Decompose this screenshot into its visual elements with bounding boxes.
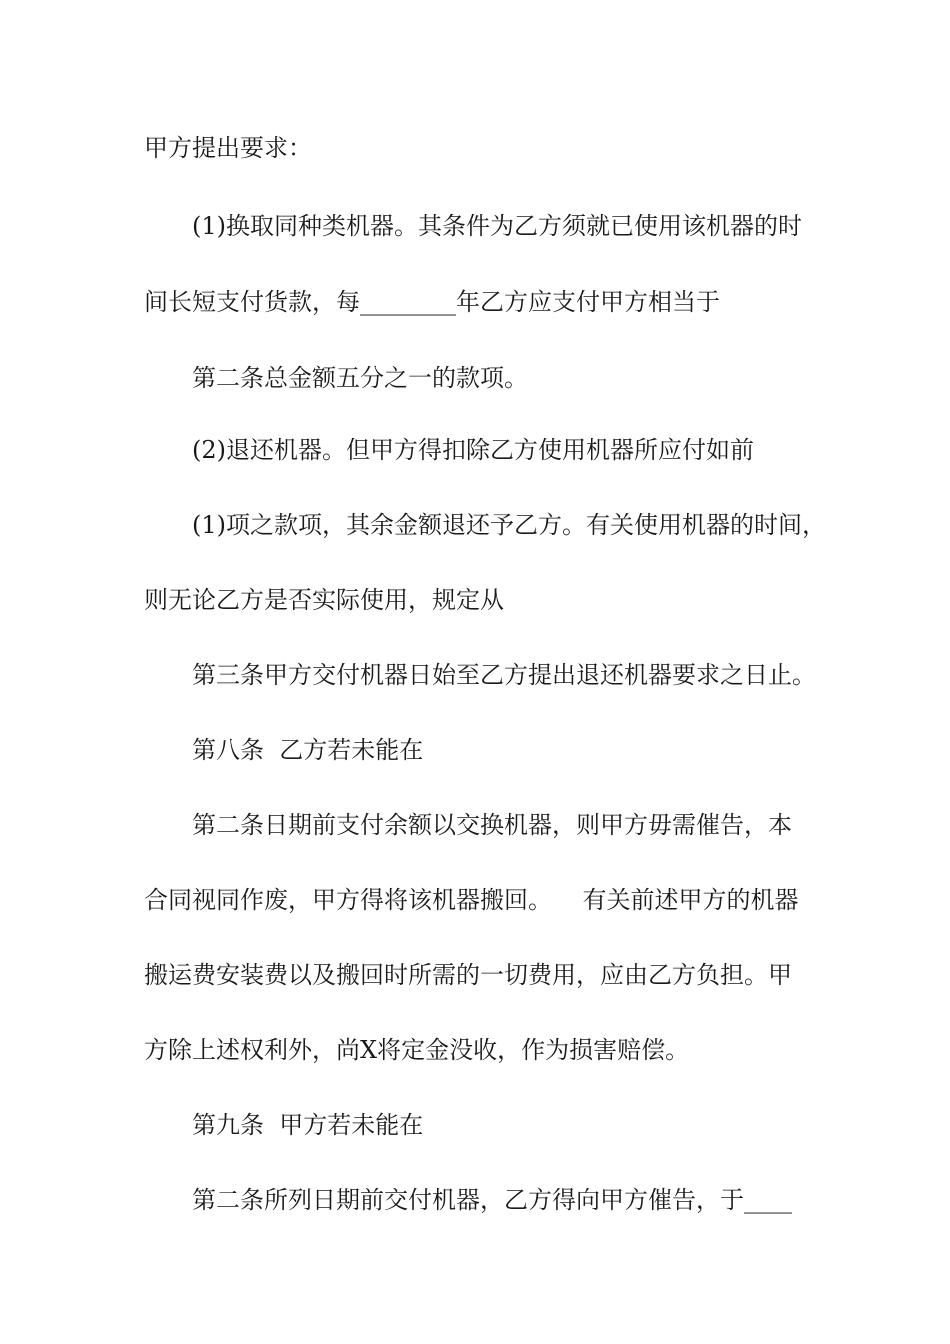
text-line: 第二条日期前支付余额以交换机器，则甲方毋需催告，本 xyxy=(192,811,792,839)
text-line: 第九条 甲方若未能在 xyxy=(192,1111,424,1139)
text-line: 第二条所列日期前交付机器，乙方得向甲方催告，于____ xyxy=(192,1186,792,1214)
text-line: (2)退还机器。但甲方得扣除乙方使用机器所应付如前 xyxy=(192,436,754,464)
text-line: 甲方提出要求： xyxy=(144,134,312,162)
text-line: 第三条甲方交付机器日始至乙方提出退还机器要求之日止。 xyxy=(192,661,816,689)
text-line: 则无论乙方是否实际使用，规定从 xyxy=(144,586,504,614)
text-line: 间长短支付货款，每________年乙方应支付甲方相当于 xyxy=(144,288,720,316)
text-line: 方除上述权利外，尚X将定金没收，作为损害赔偿。 xyxy=(144,1036,690,1064)
text-line: 第二条总金额五分之一的款项。 xyxy=(192,364,528,392)
text-line: 第八条 乙方若未能在 xyxy=(192,736,424,764)
text-line: 合同视同作废，甲方得将该机器搬回。 有关前述甲方的机器 xyxy=(144,886,799,914)
text-line: (1)换取同种类机器。其条件为乙方须就已使用该机器的时 xyxy=(192,212,802,240)
text-line: (1)项之款项，其余金额退还予乙方。有关使用机器的时间， xyxy=(192,511,826,539)
text-line: 搬运费安装费以及搬回时所需的一切费用，应由乙方负担。甲 xyxy=(144,961,792,989)
